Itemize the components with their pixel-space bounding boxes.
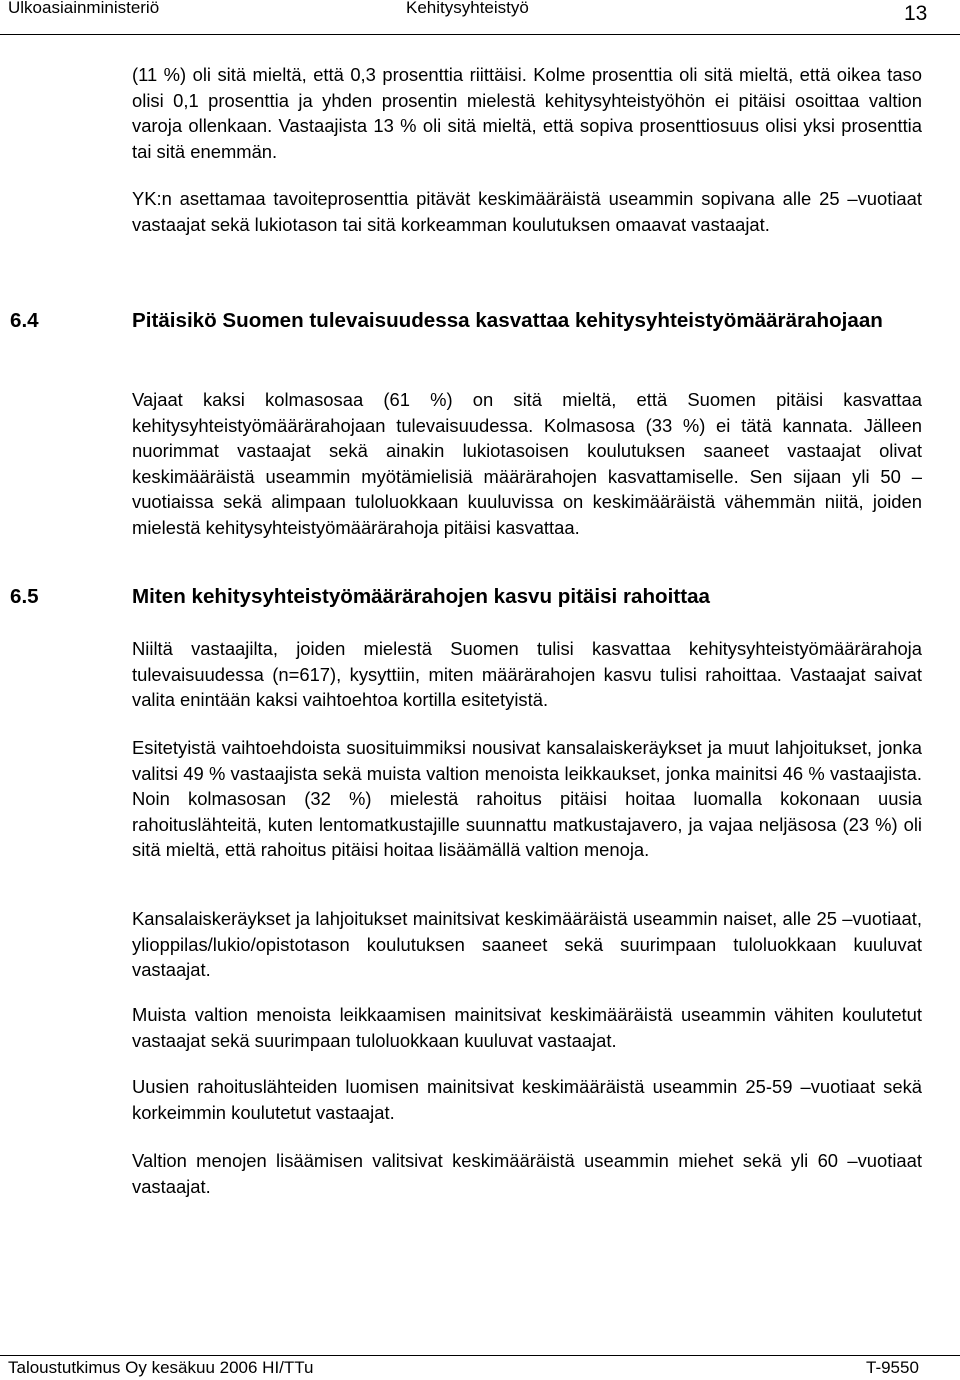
paragraph-intro-1: (11 %) oli sitä mieltä, että 0,3 prosenttia riittäisi. Kolme prosenttia oli sitä mieltä, että oikea taso olisi 0,1 prosenttia ja yhden prosentin mielestä kehitysyhteistyöhön ei pitäisi osoittaa valtion varoja ollenkaan. Vastaajista 13 % oli sitä mieltä, että sopiva prosenttiosuus olisi yksi prosenttia tai sitä enemmän. <box>132 64 922 162</box>
header-divider <box>0 34 960 35</box>
footer-code: T-9550 <box>866 1358 919 1377</box>
section-title: Pitäisikö Suomen tulevaisuudessa kasvattaa kehitysyhteistyömäärärahojaan <box>132 309 883 332</box>
paragraph-intro-2: YK:n asettamaa tavoiteprosenttia pitävät keskimääräistä useammin sopivana alle 25 –vuotiaat vastaajat sekä lukiotason tai sitä korkeamman koulutuksen omaavat vastaajat. <box>132 188 922 235</box>
page-number: 13 <box>904 2 928 25</box>
paragraph-6-4-1: Vajaat kaksi kolmasosaa (61 %) on sitä mieltä, että Suomen pitäisi kasvattaa kehitysyhteistyömäärärahojaan tulevaisuudessa. Kolmasosa (33 %) ei tätä kannata. Jälleen nuorimmat vastaajat sekä ainakin lukiotasoisen koulutuksen saaneet vastaajat olivat keskimääräistä useammin myötämielisiä määrärahojen kasvattamiselle. Sen sijaan yli 50 –vuotiaissa sekä alimpaan tuloluokkaan kuuluvissa on keskimääräistä vähemmän niitä, joiden mielestä kehitysyhteistyömäärärahoja pitäisi kasvattaa. <box>132 389 922 538</box>
paragraph-6-5-6: Valtion menojen lisäämisen valitsivat keskimääräistä useammin miehet sekä yli 60 –vuotiaat vastaajat. <box>132 1150 922 1197</box>
paragraph-6-5-1: Niiltä vastaajilta, joiden mielestä Suomen tulisi kasvattaa kehitysyhteistyömäärärahoja tulevaisuudessa (n=617), kysyttiin, miten määrärahojen kasvu tulisi rahoittaa. Vastaajat saivat valita enintään kaksi vaihtoehtoa kortilla esitetyistä. <box>132 638 922 710</box>
paragraph-6-5-4: Muista valtion menoista leikkaamisen mainitsivat keskimääräistä useammin vähiten koulutetut vastaajat sekä suurimpaan tuloluokkaan kuuluvat vastaajat. <box>132 1004 922 1051</box>
paragraph-6-5-5: Uusien rahoituslähteiden luomisen mainitsivat keskimääräistä useammin 25-59 –vuotiaat sekä korkeimmin koulutetut vastaajat. <box>132 1076 922 1123</box>
footer-publisher: Taloustutkimus Oy kesäkuu 2006 HI/TTu <box>8 1358 314 1377</box>
paragraph-6-5-3: Kansalaiskeräykset ja lahjoitukset mainitsivat keskimääräistä useammin naiset, alle 25 –vuotiaat, ylioppilas/lukio/opistotason koulutuksen saaneet sekä suurimpaan tuloluokkaan kuuluvat vastaajat. <box>132 908 922 980</box>
section-number: 6.5 <box>10 585 39 608</box>
page-header <box>0 0 960 34</box>
header-topic: Kehitysyhteistyö <box>406 0 529 17</box>
paragraph-6-5-2: Esitetyistä vaihtoehdoista suosituimmiksi nousivat kansalaiskeräykset ja muut lahjoitukset, jonka valitsi 49 % vastaajista sekä muista valtion menoista leikkaukset, jonka mainitsi 46 % vastaajista. Noin kolmasosan (32 %) mielestä rahoitus pitäisi hoitaa luomalla kokonaan uusia rahoituslähteitä, kuten lentomatkustajille suunnattu matkustajavero, ja vajaa neljäsosa (23 %) oli sitä mieltä, että rahoitus pitäisi hoitaa lisäämällä valtion menoja. <box>132 737 922 860</box>
footer-divider <box>0 1355 960 1356</box>
header-ministry: Ulkoasiainministeriö <box>8 0 160 17</box>
section-number: 6.4 <box>10 309 39 332</box>
section-title: Miten kehitysyhteistyömäärärahojen kasvu pitäisi rahoittaa <box>132 585 710 608</box>
